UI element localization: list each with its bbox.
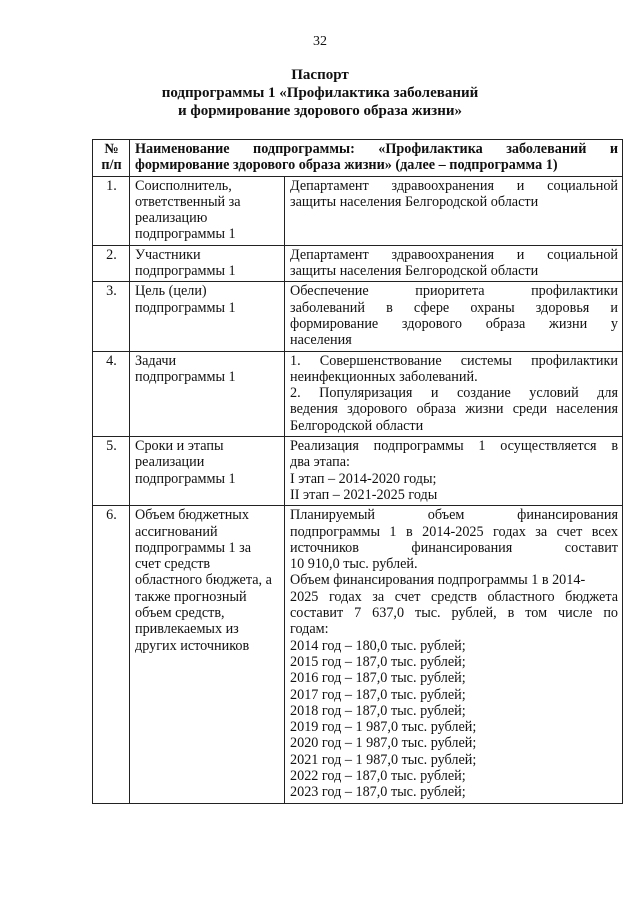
header-title-line-1: Наименование подпрограммы: «Профилактика заболеваний и	[135, 141, 619, 157]
row-value-line: 2014 год – 180,0 тыс. рублей;	[290, 637, 466, 654]
row-name-line: Объем бюджетных	[135, 507, 249, 524]
row-name-line: ответственный за	[135, 193, 241, 210]
row-value-line: 2021 год – 1 987,0 тыс. рублей;	[290, 751, 477, 768]
row-name-line: Участники	[135, 246, 201, 263]
row-name-cell	[130, 351, 285, 436]
row-value-line: II этап – 2021-2025 годы	[290, 486, 438, 503]
table-row	[93, 176, 623, 245]
row-value-line: Обеспечение приоритета профилактики	[290, 283, 619, 300]
row-value-line: Объем финансирования подпрограммы 1 в 2014-	[290, 572, 586, 589]
row-value-cell	[285, 437, 623, 506]
row-value-line: Планируемый объем финансирования	[290, 507, 619, 524]
passport-table	[92, 139, 623, 804]
row-value-line: 1. Совершенствование системы профилактики	[290, 352, 619, 369]
row-name-line: объем средств,	[135, 605, 225, 622]
row-name-line: также прогнозный	[135, 588, 247, 605]
title-line-3: и формирование здорового образа жизни»	[178, 103, 462, 119]
row-value-cell	[285, 176, 623, 245]
row-name-cell	[130, 506, 285, 803]
row-name-cell	[130, 245, 285, 282]
row-name-line: подпрограммы 1	[135, 368, 236, 385]
row-value-line: заболеваний в сфере охраны здоровья и	[290, 299, 619, 316]
header-number-abbr: п/п	[101, 157, 122, 174]
row-value-cell	[285, 282, 623, 351]
row-value-cell	[285, 506, 623, 803]
row-name-line: Цель (цели)	[135, 283, 207, 300]
table-row	[93, 282, 623, 351]
row-value-line: Белгородской области	[290, 417, 424, 434]
row-value-line: 10 910,0 тыс. рублей.	[290, 556, 418, 573]
row-value-line: защиты населения Белгородской области	[290, 193, 539, 210]
header-title-line-2: формирование здорового образа жизни» (далее – подпрограмма 1)	[135, 157, 558, 174]
row-number: 1.	[93, 176, 130, 245]
row-value-line: 2017 год – 187,0 тыс. рублей;	[290, 686, 466, 703]
row-value-line: подпрограммы 1 в 2014-2025 годах за счет всех	[290, 523, 619, 540]
table-row	[93, 506, 623, 803]
table-row	[93, 437, 623, 506]
table-row	[93, 351, 623, 436]
header-number-sign: №	[104, 141, 119, 157]
row-value-cell	[285, 351, 623, 436]
row-value-line: 2023 год – 187,0 тыс. рублей;	[290, 784, 466, 801]
row-value-line: 2019 год – 1 987,0 тыс. рублей;	[290, 719, 477, 736]
table-header-row	[93, 140, 623, 177]
row-value-line: населения	[290, 332, 352, 349]
row-number: 3.	[93, 282, 130, 351]
document-title	[0, 66, 640, 120]
row-value-line: 2025 годах за счет средств областного бюджета	[290, 588, 619, 605]
row-value-line: 2. Популяризация и создание условий для	[290, 385, 619, 402]
row-value-line: Департамент здравоохранения и социальной	[290, 246, 619, 263]
row-name-cell	[130, 437, 285, 506]
row-value-line: Департамент здравоохранения и социальной	[290, 177, 619, 194]
row-name-line: подпрограммы 1 за	[135, 539, 252, 556]
row-name-line: Задачи	[135, 352, 177, 369]
row-name-line: Соисполнитель,	[135, 177, 232, 194]
header-title-cell	[130, 140, 623, 177]
row-number: 4.	[93, 351, 130, 436]
row-name-cell	[130, 176, 285, 245]
row-value-line: составит 7 637,0 тыс. рублей, в том числе по	[290, 605, 619, 622]
row-value-line: 2016 год – 187,0 тыс. рублей;	[290, 670, 466, 687]
row-value-line: два этапа:	[290, 454, 350, 471]
row-value-line: источников финансирования составит	[290, 539, 619, 556]
row-name-line: подпрограммы 1	[135, 263, 236, 280]
row-value-line: 2020 год – 1 987,0 тыс. рублей;	[290, 735, 477, 752]
row-name-line: реализацию	[135, 210, 208, 227]
row-value-line: защиты населения Белгородской области	[290, 263, 539, 280]
row-value-line: 2015 год – 187,0 тыс. рублей;	[290, 653, 466, 670]
row-name-line: областного бюджета, а	[135, 572, 272, 589]
row-name-cell	[130, 282, 285, 351]
row-number: 2.	[93, 245, 130, 282]
table-row	[93, 245, 623, 282]
row-name-line: подпрограммы 1	[135, 226, 236, 243]
row-value-line: Реализация подпрограммы 1 осуществляется в	[290, 438, 619, 455]
row-number: 6.	[93, 506, 130, 803]
row-name-line: привлекаемых из	[135, 621, 239, 638]
row-name-line: Сроки и этапы	[135, 438, 224, 455]
page-number: 32	[313, 34, 327, 49]
row-name-line: реализации	[135, 454, 205, 471]
row-value-line: 2022 год – 187,0 тыс. рублей;	[290, 767, 466, 784]
row-value-line: 2018 год – 187,0 тыс. рублей;	[290, 702, 466, 719]
row-name-line: счет средств	[135, 556, 211, 573]
title-line-2: подпрограммы 1 «Профилактика заболеваний	[161, 85, 479, 101]
row-value-line: I этап – 2014-2020 годы;	[290, 470, 437, 487]
row-name-line: подпрограммы 1	[135, 299, 236, 316]
row-value-cell	[285, 245, 623, 282]
row-value-line: формирование здорового образа жизни у	[290, 315, 619, 332]
row-name-line: ассигнований	[135, 523, 218, 540]
row-value-line: ведения здорового образа жизни среди населения	[290, 401, 619, 418]
header-number-cell	[93, 140, 130, 177]
row-name-line: подпрограммы 1	[135, 470, 236, 487]
row-value-line: неинфекционных заболеваний.	[290, 368, 478, 385]
row-value-line: годам:	[290, 621, 329, 638]
row-name-line: других источников	[135, 637, 250, 654]
row-number: 5.	[93, 437, 130, 506]
title-line-1: Паспорт	[291, 67, 349, 83]
